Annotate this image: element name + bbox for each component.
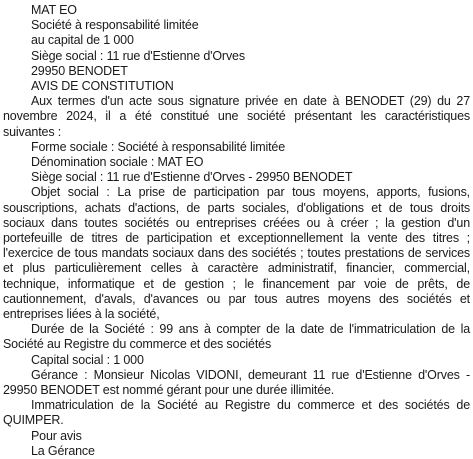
capital-social: Capital social : 1 000 [31,352,144,367]
duree-paragraph: Durée de la Société : 99 ans à compter de la date de l'immatriculation de la Société au Registre du commerce et des sociétés [3,322,470,352]
gerance-paragraph: Gérance : Monsieur Nicolas VIDONI, demeurant 11 rue d'Estienne d'Orves - 29950 BENODET est nommé gérant pour une durée illimitée. [3,367,470,398]
immatriculation-paragraph: Immatriculation de la Société au Registre du commerce et des sociétés de QUIMPER. [3,398,470,428]
closing-line: Pour avis [31,428,82,443]
notice-title: AVIS DE CONSTITUTION [31,79,174,94]
postal-city-line: 29950 BENODET [31,63,128,78]
address-line: Siège social : 11 rue d'Estienne d'Orves [31,48,245,63]
company-name: MAT EO [31,3,77,17]
denomination-sociale: Dénomination sociale : MAT EO [31,155,204,170]
siege-social: Siège social : 11 rue d'Estienne d'Orves - 29950 BENODET [31,170,353,185]
legal-form: Société à responsabilité limitée [31,18,199,33]
intro-paragraph: Aux termes d'un acte sous signature privée en date à BENODET (29) du 27 novembre 2024, il a été constitué une société présentant les caractéristiques suivantes : [3,94,470,139]
objet-social-paragraph: Objet social : La prise de participation par tous moyens, apports, fusions, souscriptions, achats d'actions, de parts sociales, d'obligations et de tous droits sociaux dans toutes sociétés ou entreprises créées ou à créer ; la gestion d'un portefeuille de titres de participation et exceptionnellement la vente des titres ; l'exercice de tous mandats sociaux dans des sociétés ; toutes prestations de services et plus particulièrement celles à caractère administratif, financier, commercial, technique, informatique et de gestion ; le financement par voie de prêts, de cautionnement, d'avals, d'avances ou par tous autres moyens des sociétés et entreprises liées à la société, [3,185,470,322]
signature-line: La Gérance [31,443,95,458]
capital-line: au capital de 1 000 [31,33,134,48]
forme-sociale: Forme sociale : Société à responsabilité limitée [31,139,286,154]
